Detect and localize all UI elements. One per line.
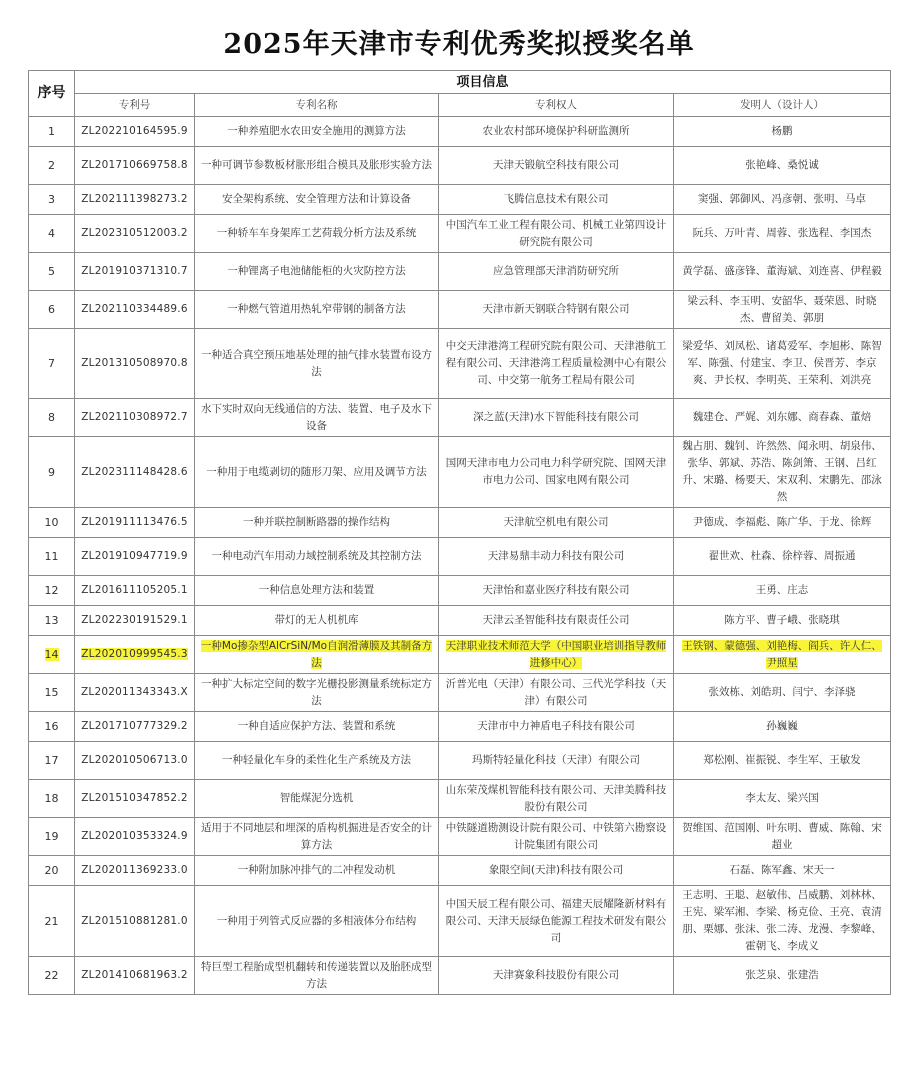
inventors [674,674,891,712]
patent-name [195,253,439,291]
patent-number [75,147,195,185]
patent-number [75,399,195,437]
patent-name [195,538,439,576]
row-number [29,215,75,253]
table-row [29,780,891,818]
patent-name [195,329,439,399]
patent-number-text: ZL202011369233.0 [81,864,188,876]
patent-number-text: ZL201611105205.1 [81,584,188,596]
row-number [29,606,75,636]
patent-number [75,674,195,712]
inventors-header: 发明人（设计人） [674,94,891,117]
table-row [29,636,891,674]
patent-number-text: ZL202111398273.2 [81,193,188,205]
table-row [29,606,891,636]
inventors [674,818,891,856]
patent-owner-text: 天津市中力神盾电子科技有限公司 [477,720,635,732]
row-number-text: 17 [44,754,59,767]
index-header: 序号 [29,71,75,117]
patent-owner [439,437,674,508]
patent-name-text: 特巨型工程胎成型机翻转和传递装置以及胎胚成型方法 [201,960,432,990]
row-number-text: 4 [48,227,55,240]
row-number [29,538,75,576]
patent-no-header: 专利号 [75,94,195,117]
patent-owner-text: 山东荣茂煤机智能科技有限公司、天津美腾科技股份有限公司 [445,783,667,813]
patent-name-text: 带灯的无人机机库 [274,614,359,626]
patent-owner-text: 中国天辰工程有限公司、福建天辰耀隆新材料有限公司、天津天辰绿色能源工程技术研发有限公司 [445,897,667,944]
patent-number [75,253,195,291]
patent-owner-text: 天津云圣智能科技有限责任公司 [482,614,630,626]
inventors [674,437,891,508]
patent-number-text: ZL202010506713.0 [81,754,188,766]
patent-owner-text: 天津市新天钢联合特钢有限公司 [482,303,630,315]
patent-name [195,147,439,185]
patent-name [195,215,439,253]
patent-name-text: 一种可调节参数板材胀形组合模具及胀形实验方法 [201,159,432,171]
patent-name [195,957,439,995]
patent-number [75,636,195,674]
patent-name [195,185,439,215]
patent-owner-text: 天津职业技术师范大学（中国职业培训指导教师进修中心） [445,639,667,669]
patent-number-text: ZL201911113476.5 [81,516,188,528]
patent-number [75,329,195,399]
patent-owner [439,576,674,606]
inventors-text: 郑松刚、崔振锐、李生军、王敏发 [703,754,861,766]
patent-name [195,399,439,437]
patent-name-text: 一种适合真空预压地基处理的抽气排水装置布设方法 [201,348,432,378]
inventors-text: 梁爱华、刘凤松、诸葛爱军、李旭彬、陈智军、陈强、付建宝、李卫、侯晋芳、李京爽、尹长权、李明英、王荣利、刘洪亮 [682,340,882,386]
patent-owner-text: 象限空间(天津)科技有限公司 [488,864,624,876]
row-number-text: 14 [44,648,59,661]
patent-owner-text: 中交天津港湾工程研究院有限公司、天津港航工程有限公司、天津港湾工程质量检测中心有限公司、中交第一航务工程局有限公司 [445,340,667,386]
table-row [29,215,891,253]
patent-number-text: ZL201910371310.7 [81,265,188,277]
patent-owner-text: 天津易鼎丰动力科技有限公司 [487,550,625,562]
inventors [674,508,891,538]
patent-number [75,538,195,576]
table-row [29,253,891,291]
patent-name [195,818,439,856]
patent-owner-text: 中国汽车工业工程有限公司、机械工业第四设计研究院有限公司 [445,218,667,248]
inventors-text: 张艳峰、桑悦诚 [745,159,819,171]
patent-owner [439,742,674,780]
inventors-text: 魏建仓、严娓、刘东娜、商春森、董焙 [692,411,872,423]
patent-name-text: 一种养殖肥水农田安全施用的测算方法 [227,125,406,137]
inventors [674,606,891,636]
patent-number-text: ZL201910947719.9 [81,550,188,562]
inventors-text: 黄学磊、盛彦锋、董海斌、刘连喜、伊程毅 [682,265,882,277]
row-number [29,780,75,818]
row-number-text: 12 [44,584,59,597]
row-number-text: 2 [48,159,55,172]
row-number-text: 8 [48,411,55,424]
patent-number-text: ZL202311148428.6 [81,465,188,478]
patent-name-text: 一种用于电缆剥切的随形刀架、应用及调节方法 [206,465,427,478]
patent-owner-text: 玛斯特轻量化科技（天津）有限公司 [472,754,640,766]
patent-owner [439,399,674,437]
inventors-text: 魏占朋、魏钊、许然然、闻永明、胡泉伟、张华、郭斌、苏浩、陈剑箫、王钢、吕红升、宋璐、杨要天、宋双利、宋鹏先、邵泳然 [682,440,882,503]
table-row [29,576,891,606]
row-number-text: 20 [44,864,59,877]
row-number [29,117,75,147]
table-row [29,329,891,399]
patent-owner [439,957,674,995]
row-number-text: 22 [44,969,59,982]
patent-name-text: 一种扩大标定空间的数字光栅投影测量系统标定方法 [201,677,432,707]
table-row [29,399,891,437]
inventors-text: 王铁钢、蒙德强、刘艳梅、阎兵、许人仁、尹照星 [682,639,882,669]
row-number [29,576,75,606]
patent-number [75,818,195,856]
patent-number [75,780,195,818]
patent-name-text: 水下实时双向无线通信的方法、装置、电子及水下设备 [201,402,432,432]
row-number-text: 3 [48,193,55,206]
patent-owner [439,674,674,712]
inventors [674,712,891,742]
inventors [674,538,891,576]
row-number [29,636,75,674]
patent-name-text: 智能煤泥分选机 [279,792,354,804]
patent-number-text: ZL202210164595.9 [81,125,188,137]
row-number [29,291,75,329]
patent-name [195,742,439,780]
patent-number-text: ZL202310512003.2 [81,227,188,239]
patent-name-text: 一种锂离子电池储能柜的火灾防控方法 [227,265,406,277]
row-number-text: 7 [48,357,55,370]
row-number [29,253,75,291]
patent-number-text: ZL201410681963.2 [81,969,188,981]
patent-owner [439,886,674,957]
patent-name-text: 一种并联控制断路器的操作结构 [243,516,390,528]
page-title: 2025年天津市专利优秀奖拟授奖名单 [223,29,695,60]
patent-name [195,576,439,606]
patent-name [195,886,439,957]
award-table [28,70,891,995]
patent-number-text: ZL202110308972.7 [81,411,188,423]
patent-number-text: ZL201710777329.2 [81,720,188,732]
patent-name [195,674,439,712]
inventors-text: 王勇、庄志 [755,584,809,596]
patent-owner [439,147,674,185]
patent-owner-text: 中铁隧道勘测设计院有限公司、中铁第六勘察设计院集团有限公司 [445,821,667,851]
patent-number [75,886,195,957]
table-row [29,291,891,329]
row-number [29,957,75,995]
table-row [29,437,891,508]
patent-name [195,437,439,508]
patent-number-text: ZL201510347852.2 [81,792,188,804]
row-number-text: 16 [44,720,59,733]
patent-owner [439,329,674,399]
patent-number-text: ZL202110334489.6 [81,303,188,315]
inventors-text: 梁云科、李玉明、安韶华、聂荣恩、时晓杰、曹留美、郭朋 [687,294,877,324]
patent-owner-text: 应急管理部天津消防研究所 [493,265,619,277]
row-number-text: 5 [48,265,55,278]
inventors-text: 孙巍巍 [766,720,798,732]
row-number-text: 6 [48,303,55,316]
patent-owner-text: 天津赛象科技股份有限公司 [493,969,619,981]
patent-name-text: 一种附加脉冲排气的二冲程发动机 [237,864,396,876]
patent-owner [439,117,674,147]
patent-name [195,606,439,636]
table-row [29,818,891,856]
patent-number [75,215,195,253]
patent-number [75,576,195,606]
patent-owner [439,712,674,742]
patent-owner [439,291,674,329]
inventors [674,291,891,329]
row-number [29,886,75,957]
patent-number [75,606,195,636]
patent-name [195,712,439,742]
row-number-text: 10 [44,516,59,529]
row-number [29,674,75,712]
inventors [674,576,891,606]
patent-name [195,636,439,674]
row-number [29,185,75,215]
row-number-text: 9 [48,465,55,479]
inventors [674,215,891,253]
patent-owner-text: 深之蓝(天津)水下智能科技有限公司 [473,411,639,423]
patent-number [75,185,195,215]
patent-owner-text: 天津怡和嘉业医疗科技有限公司 [482,584,630,596]
row-number [29,712,75,742]
patent-owner [439,253,674,291]
table-row [29,886,891,957]
patent-owner [439,636,674,674]
patent-owner [439,185,674,215]
patent-name-text: 适用于不同地层和埋深的盾构机掘进是否安全的计算方法 [201,821,432,851]
table-row [29,147,891,185]
row-number [29,437,75,508]
patent-name-text: 一种Mo掺杂型AlCrSiN/Mo自润滑薄膜及其制备方法 [200,639,433,669]
row-number-text: 18 [44,792,59,805]
inventors [674,957,891,995]
patent-number-text: ZL202010353324.9 [81,830,188,842]
patent-name-text: 一种轿车车身架库工艺荷载分析方法及系统 [216,227,417,239]
table-row [29,538,891,576]
inventors-text: 翟世欢、杜森、徐梓蓉、周振通 [708,550,856,562]
row-number-text: 1 [48,125,55,138]
patent-owner [439,606,674,636]
row-number [29,329,75,399]
inventors-text: 王志明、王聪、赵敏伟、吕威鹏、刘林林、王宪、梁军湘、李梁、杨克俭、王亮、袁清朋、栗娜、张沫、张二涛、龙漫、李黎峰、霍朝飞、李成义 [682,889,882,952]
table-row [29,856,891,886]
project-info-header: 项目信息 [75,71,891,94]
inventors-text: 窦强、郭御风、冯彦朝、张明、马卓 [698,193,866,205]
table-row [29,185,891,215]
inventors-text: 张效栋、刘皓玥、闫宁、李泽骁 [708,686,856,698]
inventors-text: 张芝泉、张建浩 [745,969,819,981]
patent-owner-text: 天津天锻航空科技有限公司 [493,159,619,171]
inventors [674,147,891,185]
patent-number-text: ZL201710669758.8 [81,159,188,171]
patent-owner [439,538,674,576]
table-row [29,957,891,995]
inventors [674,253,891,291]
patent-name-text: 一种自适应保护方法、装置和系统 [237,720,396,732]
table-row [29,712,891,742]
inventors-text: 李太友、梁兴国 [745,792,819,804]
inventors [674,185,891,215]
inventors-text: 阮兵、万叶青、周蓉、张选程、李国杰 [692,227,872,239]
patent-owner [439,856,674,886]
row-number-text: 11 [44,550,59,563]
patent-owner-text: 天津航空机电有限公司 [503,516,609,528]
table-row [29,117,891,147]
patent-name-text: 一种信息处理方法和装置 [258,584,375,596]
inventors [674,399,891,437]
inventors [674,780,891,818]
inventors [674,329,891,399]
patent-number [75,437,195,508]
patent-owner-text: 沂普光电（天津）有限公司、三代光学科技（天津）有限公司 [445,677,667,707]
row-number [29,508,75,538]
inventors-text: 石磊、陈军鑫、宋天一 [729,864,835,876]
row-number [29,399,75,437]
patent-number [75,291,195,329]
row-number [29,147,75,185]
patent-number [75,712,195,742]
patent-number [75,117,195,147]
patent-number [75,742,195,780]
patent-name [195,856,439,886]
patent-name-text: 一种电动汽车用动力域控制系统及其控制方法 [211,550,422,562]
patent-owner [439,508,674,538]
table-row [29,508,891,538]
patent-number [75,856,195,886]
row-number [29,856,75,886]
row-number-text: 19 [44,830,59,843]
patent-name [195,117,439,147]
patent-owner-text: 飞腾信息技术有限公司 [503,193,609,205]
patent-number-text: ZL202010999545.3 [81,648,188,660]
inventors-text: 贺维国、范国刚、叶东明、曹威、陈翰、宋超业 [682,821,882,851]
patent-owner [439,780,674,818]
table-row [29,674,891,712]
row-number [29,742,75,780]
patent-name [195,780,439,818]
row-number-text: 13 [44,614,59,627]
patent-name-header: 专利名称 [195,94,439,117]
inventors-text: 杨鹏 [771,125,793,137]
patent-number-text: ZL202230191529.1 [81,614,188,626]
inventors [674,856,891,886]
patent-owner-header: 专利权人 [439,94,674,117]
row-number [29,818,75,856]
patent-name-text: 一种轻量化车身的柔性化生产系统及方法 [222,754,411,766]
patent-number-text: ZL202011343343.X [81,686,188,698]
patent-number-text: ZL201510881281.0 [81,914,188,927]
inventors-text: 陈方平、曹子峨、张晓琪 [724,614,840,626]
inventors [674,117,891,147]
patent-name-text: 一种用于列管式反应器的多相液体分布结构 [216,914,417,927]
inventors-text: 尹德成、李福彪、陈广华、于龙、徐辉 [692,516,872,528]
patent-owner-text: 国网天津市电力公司电力科学研究院、国网天津市电力公司、国家电网有限公司 [445,457,667,486]
patent-number-text: ZL201310508970.8 [81,357,188,369]
patent-name-text: 一种燃气管道用热轧窄带钢的制备方法 [227,303,406,315]
table-row [29,742,891,780]
inventors [674,886,891,957]
row-number-text: 21 [44,914,59,928]
table-body [29,117,891,995]
patent-number [75,508,195,538]
row-number-text: 15 [44,686,59,699]
patent-owner [439,215,674,253]
patent-owner-text: 农业农村部环境保护科研监测所 [482,125,630,137]
patent-name-text: 安全架构系统、安全管理方法和计算设备 [222,193,411,205]
patent-number [75,957,195,995]
patent-owner [439,818,674,856]
patent-name [195,508,439,538]
inventors [674,742,891,780]
inventors [674,636,891,674]
patent-name [195,291,439,329]
